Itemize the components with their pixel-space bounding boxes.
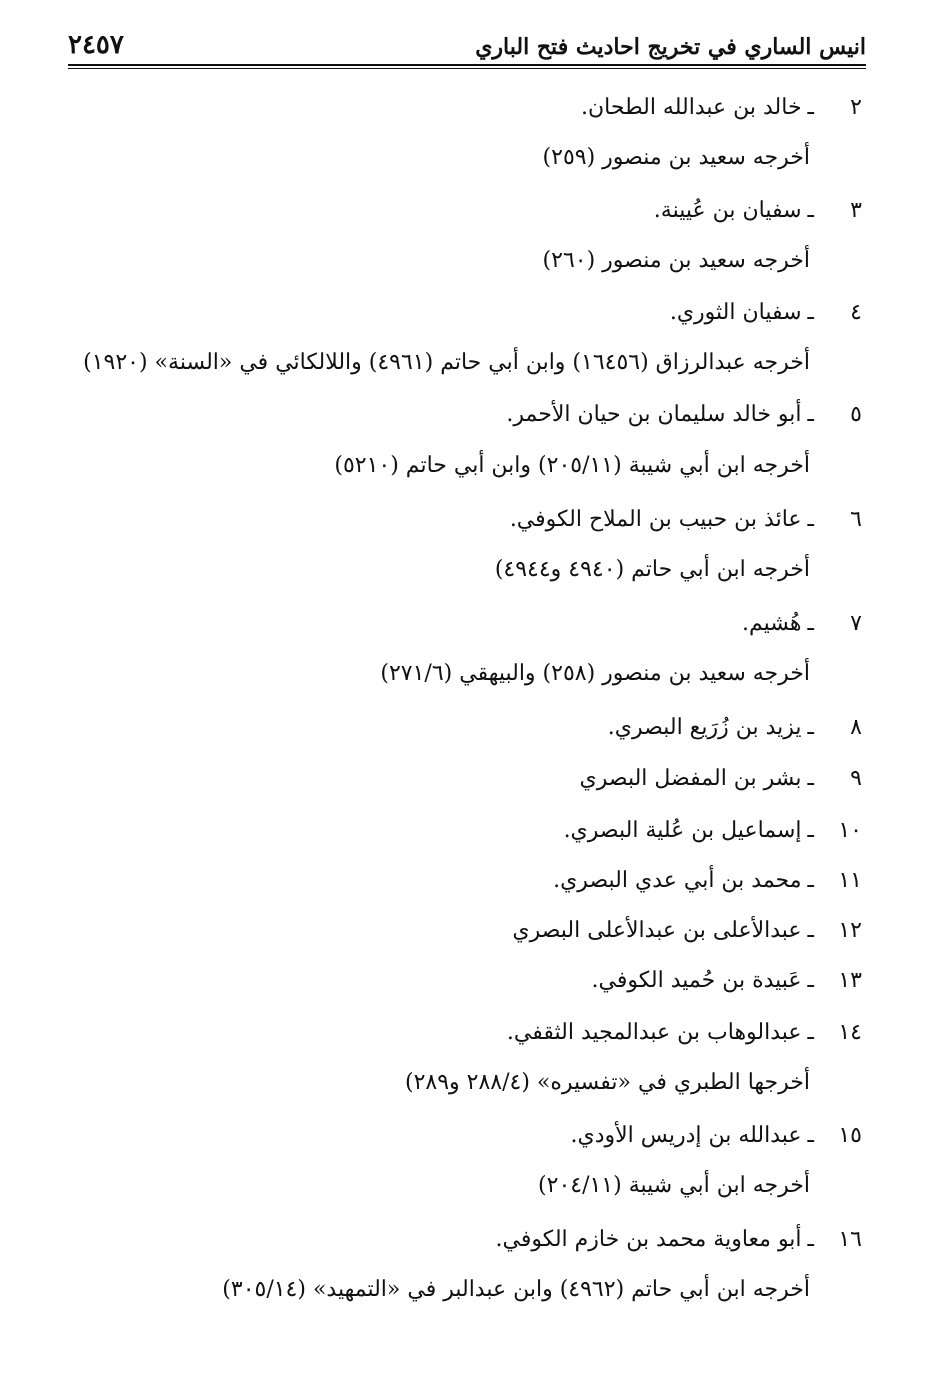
list-item — [654, 196, 862, 226]
entry-number: ١٠ — [838, 818, 862, 843]
entry-number: ٨ — [850, 715, 862, 740]
entry-number: ٥ — [850, 402, 862, 427]
narrator-name: عبدالله بن إدريس الأودي. — [570, 1123, 802, 1148]
header-rule — [68, 64, 866, 66]
narrator-name: عائذ بن حبيب بن الملاح الكوفي. — [509, 507, 802, 532]
list-item — [564, 816, 862, 846]
list-item — [742, 609, 862, 639]
entry-dash: ـ — [807, 868, 814, 893]
narrator-name: عبدالأعلى بن عبدالأعلى البصري — [512, 918, 802, 943]
entry-dash: ـ — [807, 300, 814, 325]
citation: أخرجه عبدالرزاق (١٦٤٥٦) وابن أبي حاتم (٤٩٦١) واللالكائي في «السنة» (١٩٢٠) — [83, 350, 810, 375]
entry-number: ١١ — [838, 868, 862, 893]
citation: أخرجها الطبري في «تفسيره» (٢٨٨/٤ و٢٨٩) — [404, 1070, 810, 1095]
entry-number: ٢ — [850, 95, 862, 120]
narrator-name: أبو معاوية محمد بن خازم الكوفي. — [495, 1227, 802, 1252]
citation: أخرجه ابن أبي حاتم (٤٩٦٢) وابن عبدالبر في «التمهيد» (٣٠٥/١٤) — [222, 1277, 810, 1302]
running-title: انيس الساري في تخريج احاديث فتح الباري — [475, 34, 866, 60]
page-header — [68, 30, 866, 64]
entry-number: ٣ — [850, 198, 862, 223]
list-item — [592, 966, 862, 996]
page-number: ٢٤٥٧ — [68, 30, 124, 60]
entry-dash: ـ — [807, 715, 814, 740]
entry-dash: ـ — [807, 611, 814, 636]
entry-number: ٤ — [850, 300, 862, 325]
entry-dash: ـ — [807, 507, 814, 532]
entry-number: ١٢ — [838, 918, 862, 943]
narrator-name: عَبيدة بن حُميد الكوفي. — [591, 968, 802, 993]
entry-number: ١٣ — [838, 968, 862, 993]
entry-dash: ـ — [807, 766, 814, 791]
narrator-name: يزيد بن زُرَيع البصري. — [607, 715, 802, 740]
list-item — [670, 298, 862, 328]
citation: أخرجه سعيد بن منصور (٢٥٩) — [542, 145, 810, 170]
entry-number: ٧ — [850, 611, 862, 636]
citation: أخرجه سعيد بن منصور (٢٥٨) والبيهقي (٢٧١/٦) — [380, 661, 810, 686]
list-item — [510, 505, 862, 535]
narrator-name: خالد بن عبدالله الطحان. — [581, 95, 802, 120]
list-item — [570, 1121, 862, 1151]
entry-dash: ـ — [807, 818, 814, 843]
citation: أخرجه ابن أبي حاتم (٤٩٤٠ و٤٩٤٤) — [494, 557, 810, 582]
entry-dash: ـ — [807, 402, 814, 427]
narrator-name: سفيان بن عُيينة. — [653, 198, 802, 223]
list-item — [506, 400, 862, 430]
citation: أخرجه ابن أبي شيبة (٢٠٥/١١) وابن أبي حاتم (٥٢١٠) — [334, 453, 810, 478]
entry-number: ٦ — [850, 507, 862, 532]
narrator-name: أبو خالد سليمان بن حيان الأحمر. — [506, 402, 802, 427]
entry-number: ١٦ — [838, 1227, 862, 1252]
entry-number: ١٤ — [838, 1020, 862, 1045]
entry-number: ١٥ — [838, 1123, 862, 1148]
citation: أخرجه ابن أبي شيبة (٢٠٤/١١) — [538, 1173, 810, 1198]
entry-dash: ـ — [807, 968, 814, 993]
narrator-name: هُشيم. — [742, 611, 802, 636]
entry-number: ٩ — [850, 766, 862, 791]
header-rule-thin — [68, 68, 866, 69]
narrator-name: عبدالوهاب بن عبدالمجيد الثقفي. — [506, 1020, 802, 1045]
entry-dash: ـ — [807, 198, 814, 223]
list-item — [581, 93, 862, 123]
list-item — [495, 1225, 862, 1255]
list-item — [553, 866, 862, 896]
narrator-name: إسماعيل بن عُلية البصري. — [563, 818, 802, 843]
list-item — [507, 1018, 862, 1048]
entry-dash: ـ — [807, 1227, 814, 1252]
entry-dash: ـ — [807, 918, 814, 943]
list-item — [512, 916, 862, 946]
narrator-name: سفيان الثوري. — [669, 300, 802, 325]
list-item — [608, 713, 862, 743]
entry-dash: ـ — [807, 1123, 814, 1148]
citation: أخرجه سعيد بن منصور (٢٦٠) — [542, 248, 810, 273]
entry-dash: ـ — [807, 95, 814, 120]
narrator-name: بشر بن المفضل البصري — [579, 766, 802, 791]
narrator-name: محمد بن أبي عدي البصري. — [553, 868, 802, 893]
list-item — [580, 764, 862, 794]
entry-dash: ـ — [807, 1020, 814, 1045]
